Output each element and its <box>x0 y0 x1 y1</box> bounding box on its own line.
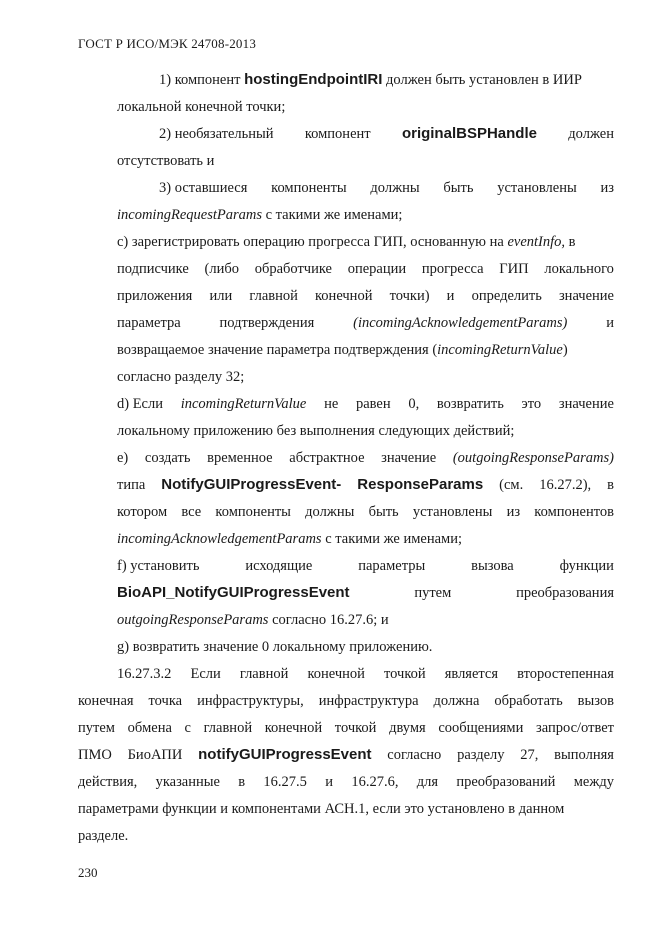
text-line <box>117 610 389 630</box>
param-name: incomingReturnValue <box>437 342 563 358</box>
text-span: операции <box>347 261 407 277</box>
text-span: преобразований <box>456 774 556 790</box>
text-span: 1) компонент <box>159 72 245 88</box>
text-span: согласно разделу 32; <box>117 369 245 385</box>
text-span: конечной <box>307 666 365 682</box>
text-span: функции <box>559 558 614 574</box>
text-span: быть <box>443 180 474 196</box>
text-span: вызов <box>577 693 614 709</box>
text-line <box>117 286 614 306</box>
text-span: 16.27.5 <box>263 774 307 790</box>
param-name: (incomingAcknowledgementParams) <box>353 315 568 331</box>
text-span: с) зарегистрировать операцию прогресса ГИП, основанную на <box>117 234 508 250</box>
code-term: notifyGUIProgressEvent <box>198 746 372 763</box>
param-name: incomingReturnValue <box>180 396 307 412</box>
text-span: компоненты <box>215 504 291 520</box>
text-span: это <box>521 396 542 412</box>
text-span: ПМО <box>78 747 112 763</box>
text-span: из <box>506 504 521 520</box>
text-span: 16.27.3.2 <box>117 666 172 682</box>
text-span: в <box>238 774 246 790</box>
text-span: действия, <box>78 774 138 790</box>
text-line <box>117 583 614 603</box>
text-span: значение <box>381 450 437 466</box>
text-span: в <box>607 477 614 493</box>
text-line <box>78 691 614 711</box>
text-span: и <box>606 315 614 331</box>
text-span: является <box>444 666 499 682</box>
text-span: определить <box>471 288 542 304</box>
text-line <box>117 475 614 495</box>
text-span: прогресса <box>421 261 484 277</box>
text-span: главной <box>249 288 298 304</box>
text-span: главной <box>239 666 289 682</box>
code-term: NotifyGUIProgressEvent- <box>161 476 342 493</box>
text-span: или <box>209 288 233 304</box>
text-span: конечной <box>315 288 373 304</box>
text-span: запрос/ответ <box>536 720 614 736</box>
text-span: должна <box>433 693 480 709</box>
text-span: и <box>325 774 333 790</box>
text-line <box>159 178 614 198</box>
text-span: должны <box>370 180 420 196</box>
text-span: параметра <box>117 315 181 331</box>
text-span: временное <box>207 450 273 466</box>
text-span: параметрами функции и компонентами АСН.1, если это установлено в данном <box>78 801 565 817</box>
text-span: должен быть установлен в ИИР <box>382 72 582 88</box>
text-span: ) <box>562 342 568 358</box>
text-span: создать <box>144 450 191 466</box>
text-span: вызова <box>471 558 514 574</box>
text-span: 27, <box>520 747 539 763</box>
text-span: (см. <box>499 477 524 493</box>
text-span: и <box>446 288 455 304</box>
text-span: с такими же именами; <box>261 207 403 223</box>
text-span: разделу <box>457 747 505 763</box>
text-line <box>159 70 582 90</box>
text-line <box>117 448 614 468</box>
param-name: eventInfo, <box>507 234 566 250</box>
text-span: возвратить <box>436 396 504 412</box>
text-line <box>117 151 214 171</box>
text-span: компонент <box>304 126 371 142</box>
text-span: двумя <box>389 720 426 736</box>
text-span: подтверждения <box>219 315 315 331</box>
text-line <box>117 394 614 414</box>
text-span: (либо <box>204 261 239 277</box>
text-line <box>78 745 614 765</box>
code-term: ResponseParams <box>357 476 484 493</box>
text-span: главной <box>203 720 253 736</box>
text-span: отсутствовать и <box>117 153 215 169</box>
text-span: согласно <box>387 747 442 763</box>
text-line <box>117 367 244 387</box>
text-span: инфраструктура <box>318 693 419 709</box>
text-line <box>117 313 614 333</box>
text-span: между <box>573 774 614 790</box>
param-name: outgoingResponseParams <box>117 612 269 628</box>
page-header: ГОСТ Р ИСО/МЭК 24708-2013 <box>78 36 257 51</box>
text-span: установлены <box>412 504 493 520</box>
text-span: приложения <box>117 288 193 304</box>
text-span: согласно 16.27.6; и <box>268 612 389 628</box>
text-line <box>159 124 614 144</box>
text-span: компоненты <box>271 180 347 196</box>
text-span: выполняя <box>554 747 614 763</box>
text-span: точкой <box>334 720 377 736</box>
text-span: путем <box>78 720 115 736</box>
text-span: 16.27.2), <box>539 477 592 493</box>
text-span: для <box>416 774 439 790</box>
text-span: 16.27.6, <box>351 774 399 790</box>
text-span: локальному приложению без выполнения следующих действий; <box>117 423 515 439</box>
text-span: 2) необязательный <box>159 126 274 142</box>
text-span: точка <box>148 693 183 709</box>
text-line <box>117 97 285 117</box>
text-span: с <box>184 720 191 736</box>
text-line <box>117 529 462 549</box>
text-span: в <box>565 234 576 250</box>
text-span: 3) оставшиеся <box>159 180 248 196</box>
text-span: параметры <box>358 558 426 574</box>
text-span: второстепенная <box>517 666 614 682</box>
text-line <box>117 502 614 522</box>
page-number: 230 <box>78 865 98 880</box>
text-span: с такими же именами; <box>321 531 462 547</box>
text-span: должен <box>568 126 614 142</box>
text-span: обмена <box>127 720 172 736</box>
text-span: возвращаемое значение параметра подтверждения ( <box>117 342 438 358</box>
text-line <box>78 826 128 846</box>
text-span: типа <box>117 477 146 493</box>
param-name: (outgoingResponseParams) <box>452 450 614 466</box>
text-span: установлены <box>497 180 577 196</box>
text-line <box>117 637 432 657</box>
text-span: значение <box>558 396 614 412</box>
text-line <box>117 664 614 684</box>
text-span: исходящие <box>245 558 313 574</box>
text-line <box>117 340 568 360</box>
text-span: значение <box>558 288 614 304</box>
text-span: обработать <box>494 693 563 709</box>
text-span: путем <box>414 585 452 601</box>
text-span: сообщениями <box>438 720 524 736</box>
text-span: d) Если <box>117 396 163 412</box>
text-span: все <box>181 504 202 520</box>
text-span: ГИП <box>499 261 529 277</box>
param-name: incomingAcknowledgementParams <box>117 531 322 547</box>
text-line <box>78 799 564 819</box>
text-span: быть <box>368 504 399 520</box>
text-span: БиоАПИ <box>127 747 183 763</box>
text-span: е) <box>117 450 129 466</box>
text-span: локального <box>544 261 614 277</box>
text-span: котором <box>117 504 168 520</box>
text-span: локальной конечной точки; <box>117 99 286 115</box>
text-line <box>117 205 402 225</box>
text-span: точки) <box>389 288 430 304</box>
text-span: конечной <box>264 720 323 736</box>
text-span: указанные <box>155 774 220 790</box>
text-span: разделе. <box>78 828 129 844</box>
text-span: конечная <box>78 693 134 709</box>
code-term: BioAPI_NotifyGUIProgressEvent <box>117 584 350 601</box>
text-span: точкой <box>384 666 426 682</box>
text-span: из <box>600 180 614 196</box>
text-span: подписчике <box>117 261 189 277</box>
text-span: g) возвратить значение 0 локальному приложению. <box>117 639 433 655</box>
code-term: originalBSPHandle <box>401 125 537 142</box>
text-span: обработчике <box>254 261 332 277</box>
text-span: должны <box>305 504 355 520</box>
text-span: f) установить <box>117 558 200 574</box>
text-line <box>117 259 614 279</box>
text-line <box>78 718 614 738</box>
text-span: инфраструктуры, <box>197 693 304 709</box>
code-term: hostingEndpointIRI <box>244 71 383 88</box>
text-span: преобразования <box>516 585 614 601</box>
text-span: не <box>324 396 339 412</box>
text-span: равен <box>355 396 391 412</box>
text-span: компонентов <box>534 504 614 520</box>
text-line <box>117 421 514 441</box>
text-line <box>78 772 614 792</box>
text-line <box>117 556 614 576</box>
param-name: incomingRequestParams <box>117 207 262 223</box>
text-span: Если <box>190 666 221 682</box>
text-span: абстрактное <box>289 450 365 466</box>
text-line <box>117 232 576 252</box>
text-span: 0, <box>408 396 420 412</box>
